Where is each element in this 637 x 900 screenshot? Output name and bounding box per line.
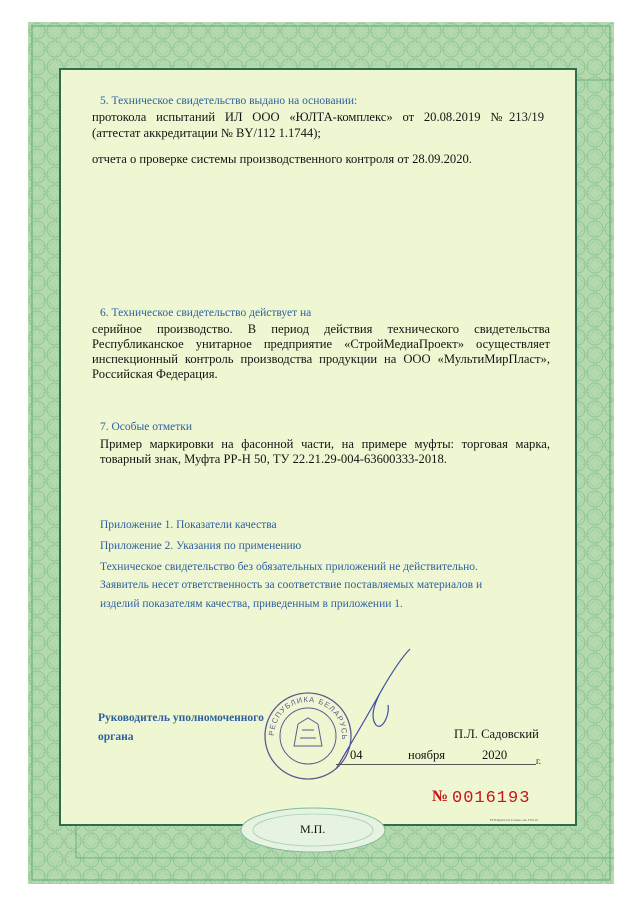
signatory-role-line1: Руководитель уполномоченного bbox=[98, 712, 264, 724]
signatory-role-line2: органа bbox=[98, 731, 134, 743]
section5-line1: протокола испытаний ИЛ ООО «ЮЛТА-комплекс» от 20.08.2019 №213/19 bbox=[92, 110, 544, 124]
section7-text: Пример маркировки на фасонной части, на примере муфты: торговая марка, товарный знак, Муфта РР-Н 50, ТУ 22.21.29-004-63600333-2018. bbox=[100, 437, 550, 466]
date-day: 04 bbox=[350, 748, 363, 762]
appendix-1: Приложение 1. Показатели качества bbox=[100, 519, 277, 531]
mp-label: М.П. bbox=[300, 822, 326, 836]
section5-line2: (аттестат аккредитации № BY/112 1.1744); bbox=[92, 126, 321, 140]
appendix-note-1: Техническое свидетельство без обязательных приложений не действительно. bbox=[100, 561, 478, 573]
appendix-note-2: Заявитель несет ответственность за соответствие поставляемых материалов и bbox=[100, 579, 483, 591]
date-year: 2020 bbox=[482, 748, 508, 762]
signatory-name: П.Л. Садовский bbox=[454, 727, 539, 741]
section6-text: серийное производство. В период действия технического свидетельства Республиканское унитарное предприятие «СтройМедиаПроект» осуществляет инспекционный контроль производства продукции на ООО «МультиМирПласт», Российская Федерация. bbox=[92, 322, 550, 381]
section6-heading: 6. Техническое свидетельство действует на bbox=[100, 307, 312, 319]
date-year-suffix: г. bbox=[536, 756, 541, 766]
section5-line3: отчета о проверке системы производственного контроля от 28.09.2020. bbox=[92, 152, 472, 166]
section7-heading: 7. Особые отметки bbox=[100, 421, 192, 433]
svg-text:РЕСПУБЛИКА БЕЛАРУСЬ: РЕСПУБЛИКА БЕЛАРУСЬ bbox=[266, 694, 350, 741]
printer-note: РУП Криптотех Гознака, зак. 3354-19 bbox=[490, 818, 538, 822]
date-month: ноября bbox=[408, 748, 446, 762]
section5-heading: 5. Техническое свидетельство выдано на основании: bbox=[100, 95, 358, 107]
signature-scribble bbox=[330, 645, 420, 775]
appendix-note-3: изделий показателям качества, приведенным в приложении 1. bbox=[100, 598, 403, 610]
certificate-number-label: № bbox=[432, 788, 449, 805]
appendix-2: Приложение 2. Указания по применению bbox=[100, 540, 302, 552]
certificate-number: 0016193 bbox=[452, 789, 531, 808]
date-underline bbox=[336, 764, 536, 765]
